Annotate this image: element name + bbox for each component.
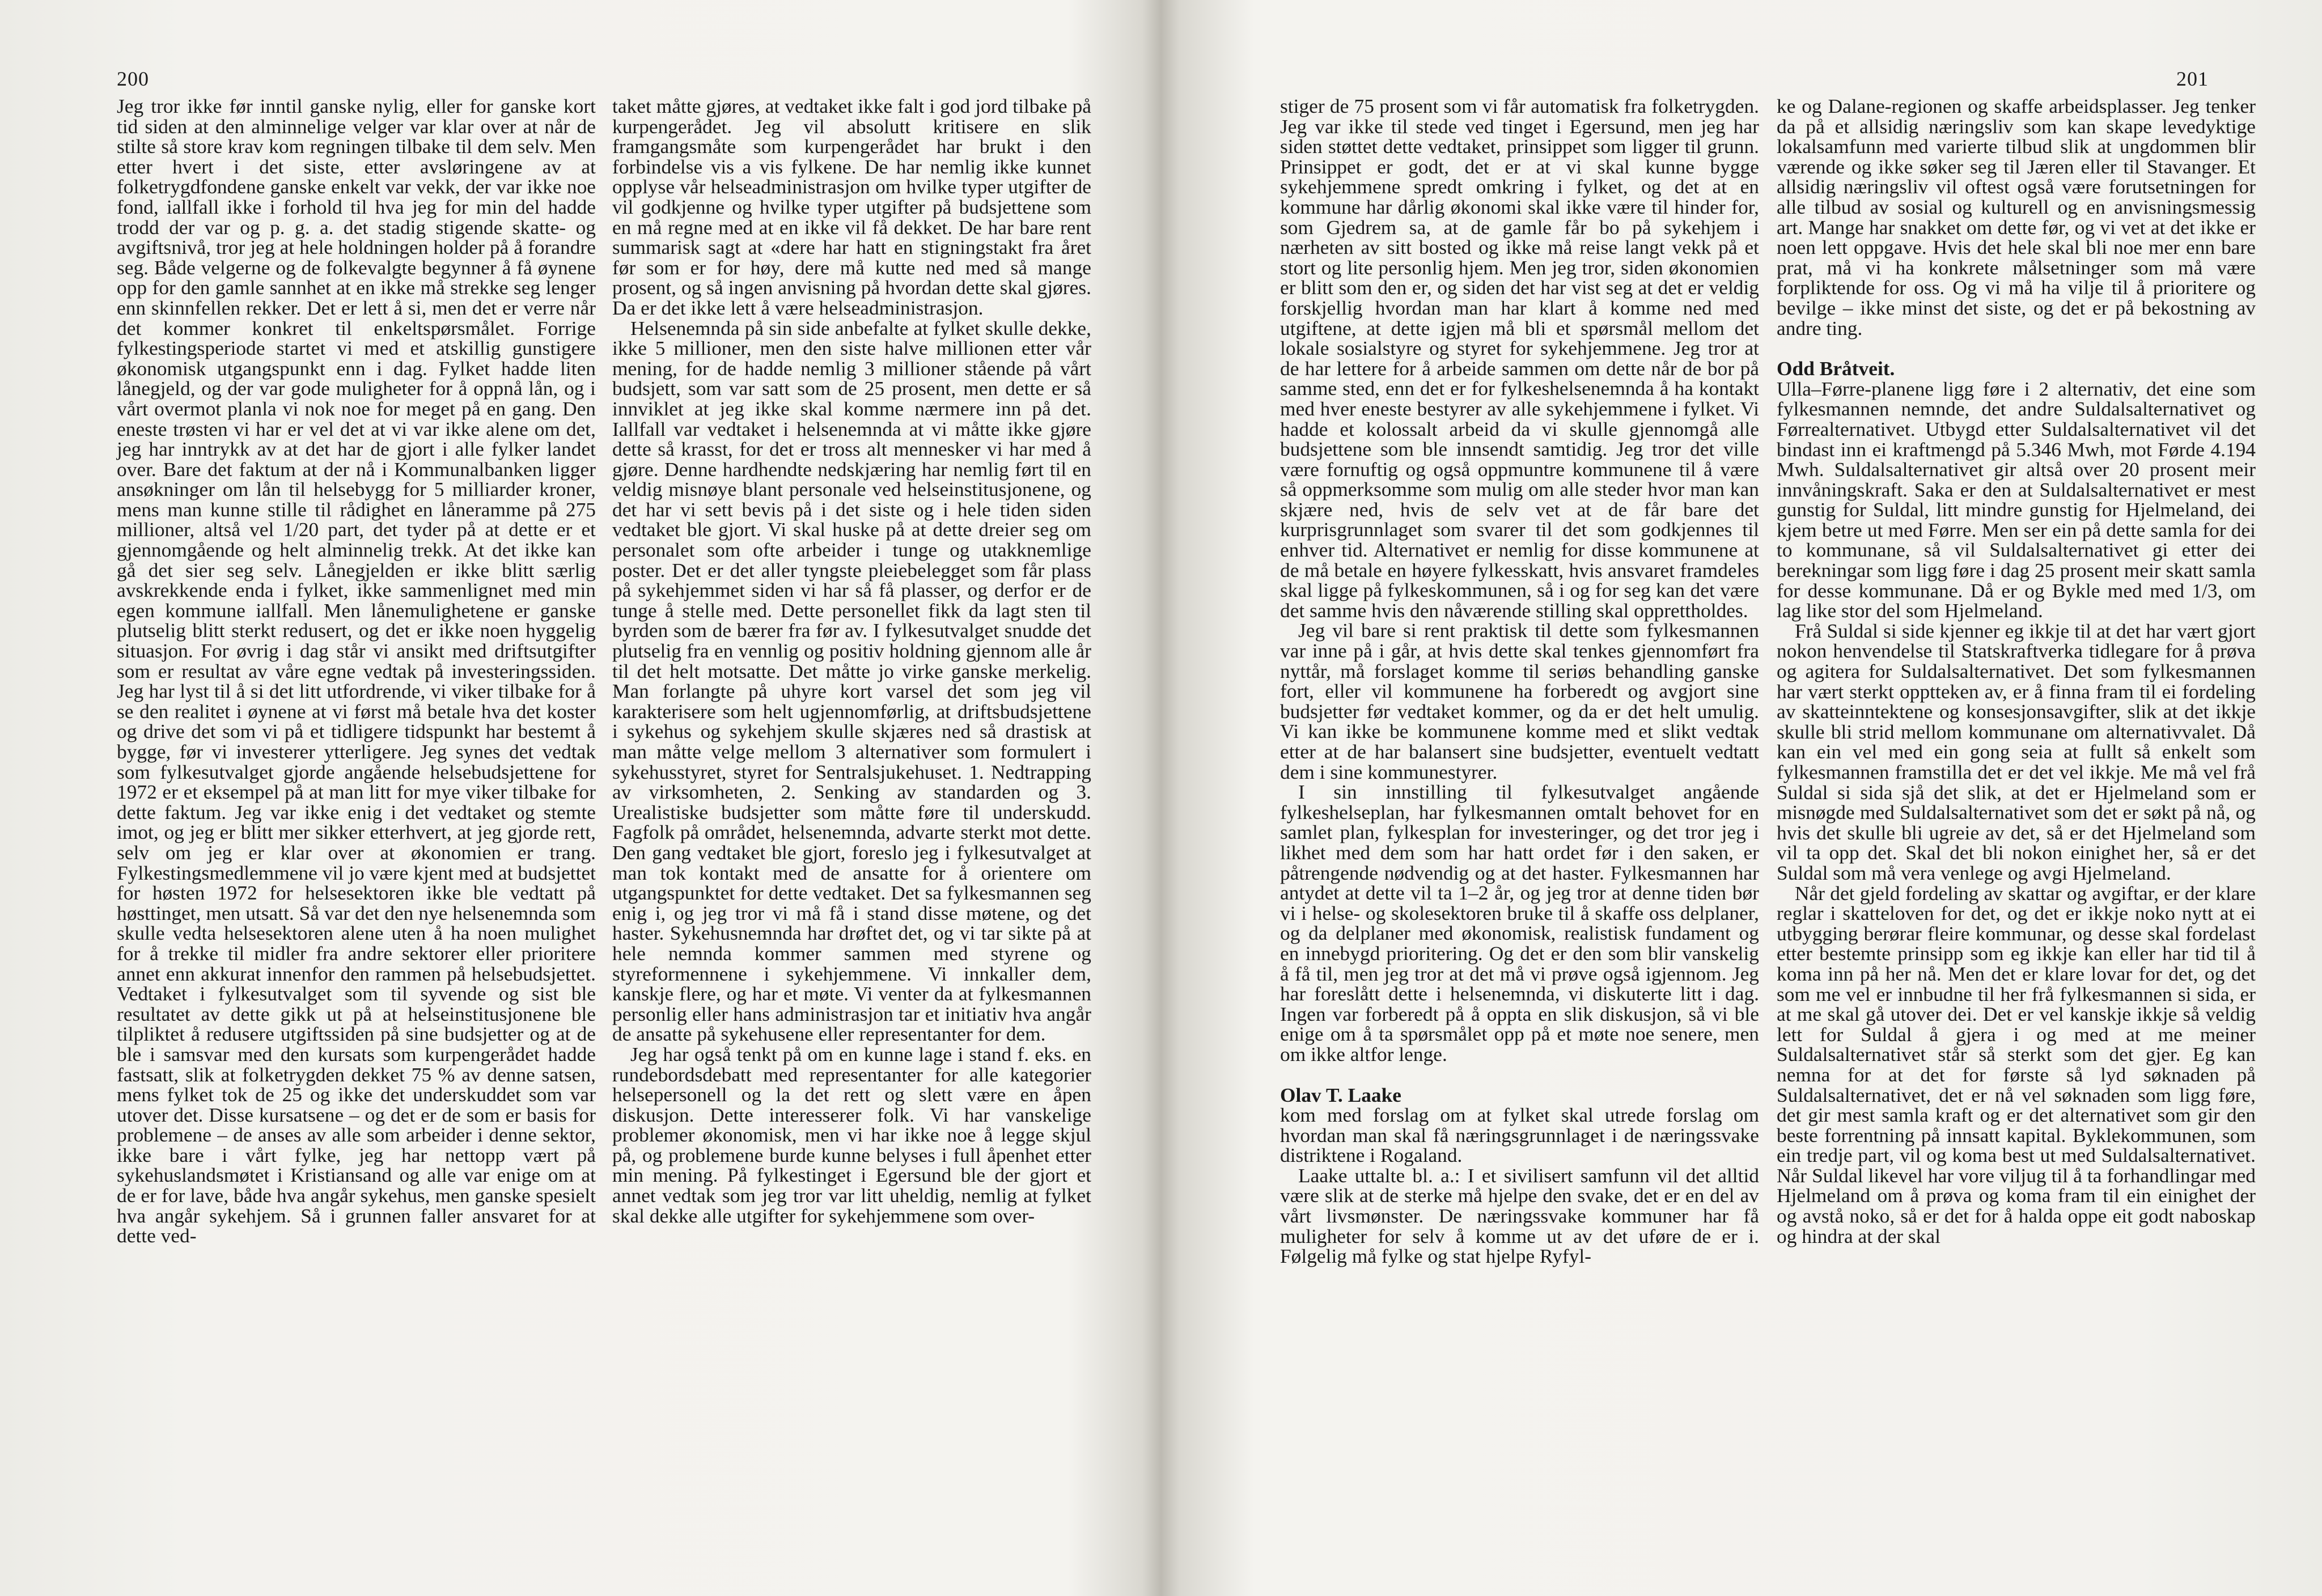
paragraph: Jeg har også tenkt på om en kunne lage i stand f. eks. en rundebordsdebatt med representanter for alle kategorier helsepersonell og la det rett og slett være en åpen diskusjon. Dette interesserer folk. Vi har vanskelige problemer økonomisk, men vi har ikke noe å legge skjul på, og problemene burde kunne belyses i full åpenhet etter min mening. På fylkestinget i Egersund ble der gjort et annet vedtak som jeg tror var litt uheldig, nemlig at fylket skal dekke alle utgifter for sykehjemmene som over- <box>612 1042 1091 1227</box>
text-column <box>612 96 1091 1226</box>
paragraph: Helsenemnda på sin side anbefalte at fylket skulle dekke, ikke 5 millioner, men den siste halve millionen etter vår mening, for de hadde nemlig 3 millioner stående på vårt budsjett, som var satt som de 25 prosent, men dette er så innviklet at jeg ikke skal komme nærmere inn på det. Iallfall var vedtaket i helsenemnda at vi måtte ikke gjøre dette så krasst, for det er tross alt mennesker vi har med å gjøre. Denne hardhendte nedskjæring har nemlig ført til en veldig misnøye blant personale ved helseinstitusjonene, og det har vi sett bevis på i det siste og i hele tiden siden vedtaket ble gjort. Vi skal huske på at dette dreier seg om personalet som ofte arbeider i tunge og utakknemlige poster. Det er det aller tyngste pleiebelegget som får plass på sykehjemmet siden vi har så få plasser, og derfor er de tunge å stelle med. Dette personellet fikk da lagt sten til byrden som de bærer fra før av. I fylkesutvalget snudde det plutselig fra en vennlig og positiv holdning gjennom alle år til det helt motsatte. Det måtte jo virke ganske merkelig. Man forlangte på uhyre kort varsel det som jeg vil karakterisere som helt ugjennomførlig, at driftsbudsjettene i sykehus og sykehjem skulle skjæres ned så drastisk at man måtte velge mellom 3 alternativer som formulert i sykehusstyret, styret for Sentralsjukehuset. 1. Nedtrapping av virksomheten, 2. Senking av standarden og 3. Urealistiske budsjetter som måtte føre til underskudd. Fagfolk på området, helsenemnda, advarte sterkt mot dette. Den gang vedtaket ble gjort, foreslo jeg i fylkesutvalget at man tok kontakt med de ansatte for å orientere om utgangspunktet for dette vedtaket. Det sa fylkesmannen seg enig i, og jeg tror vi må få i stand disse møtene, og det haster. Sykehusnemnda har drøftet det, og vi tar sikte på at hele nemnda kommer sammen med styrene og styreformennene i sykehjemmene. Vi innkaller dem, kanskje flere, og har et møte. Vi venter da at fylkesmannen personlig eller hans administrasjon tar et initiativ hva angår de ansatte på sykehusene eller representanter for dem. <box>612 316 1091 1046</box>
paragraph: Når det gjeld fordeling av skattar og avgiftar, er der klare reglar i skatteloven for det, og det er ikkje noko nytt at ei utbygging berørar fleire kommunar, og desse skal fordelast etter bestemte prinsipp som eg ikkje kan eller har tid til å koma inn på her nå. Men det er klare lovar for det, og det som me vel er innbudne til her frå fylkesmannen si sida, er at me skal gå utover dei. Det er vel kanskje ikkje så veldig lett for Suldal å gjera i og med at me meiner Suldalsalternativet står så sterkt som det gjer. Eg kan nemna for at det for første så lyd søknaden på Suldalsalternativet, det er nå vel søknaden som ligg føre, det gir mest samla kraft og er det alternativet som gir den beste forrentning på innsatt kapital. Byklekommunen, som ein tredje part, vil og koma best ut med Suldalsalternativet. Når Suldal likevel har vore viljug til å ta forhandlingar med Hjelmeland om å prøva og koma fram til ein einighet der og avstå noko, så er det for å halda oppe eit godt naboskap og hindra at der skal <box>1777 881 2256 1247</box>
page-number: 200 <box>117 67 149 90</box>
paragraph: Laake uttalte bl. a.: I et sivilisert samfunn vil det alltid være slik at de sterke må hjelpe den svake, det er en del av vårt livsmønster. De næringssvake kommuner har få muligheter for selv å komme ut av det uføre de er i. Følgelig må fylke og stat hjelpe Ryfyl- <box>1280 1164 1759 1268</box>
paragraph: kom med forslag om at fylket skal utrede forslag om hvordan man skal få næringsgrunnlaget i de næringssvake distriktene i Rogaland. <box>1280 1103 1759 1167</box>
paragraph: stiger de 75 prosent som vi får automatisk fra folketrygden. Jeg var ikke til stede ved tinget i Egersund, men jeg har siden støttet dette vedtaket, prinsippet som ligger til grunn. Prinsippet er godt, det er at vi skal kunne bygge sykehjemmene spredt omkring i fylket, og det at en kommune har dårlig økonomi skal ikke være til hinder for, som Gjedrem sa, at de gamle får bo på sykehjem i nærheten av sitt bosted og ikke må reise langt vekk på et stort og lite personlig hjem. Men jeg tror, siden økonomien er blitt som den er, og siden det har vist seg at det er veldig forskjellig hvordan man har klart å komme ned med utgiftene, at dette igjen må bli et spørsmål mellom det lokale sosialstyre og styret for sykehjemmene. Jeg tror at de har lettere for å arbeide sammen om dette når de bor på samme sted, enn det er for fylkeshelsenemnda å ha kontakt med hver eneste bestyrer av alle sykehjemmene i fylket. Vi hadde et kolossalt arbeid da vi skulle gjennomgå alle budsjettene som ble innsendt samtidig. Jeg tror det ville være fornuftig og også oppmuntre kommunene til å være så oppmerksomme som mulig om alle steder hvor man kan skjære ned, hvis de selv vet at de får bare det kurprisgrunnlaget som svarer til det som godkjennes til enhver tid. Alternativet er nemlig for disse kommunene at de må betale en høyere fylkesskatt, hvis ansvaret framdeles skal ligge på fylkeskommunen, så i og for seg kan det være det samme hvis den nåværende stilling skal opprettholdes. <box>1280 95 1759 622</box>
paragraph: Frå Suldal si side kjenner eg ikkje til at det har vært gjort nokon henvendelse til Statskraftverka tidlegare for å prøva og agitera for Suldalsalternativet. Det som fylkesmannen har vært sterkt opptteken av, er å finna fram til ei fordeling av skatteinntektene og konsesjonsavgifter, slik at det ikkje skulle bli strid mellom kommunane om alternativvalet. Då kan ein vel med ein gong seia at fullt så enkelt som fylkesmannen framstilla det er det vel ikkje. Me må vel frå Suldal si sida sjå det slik, at det er Hjelmeland som er misnøgde med Suldalsalternativet som det er søkt på nå, og hvis det skulle bli ugreie av det, så er det Hjelmeland som vil ta opp det. Skal det bli nokon einighet her, så er det Suldal som må vera venlege og avgi Hjelmeland. <box>1777 619 2256 884</box>
text-column <box>1777 96 2256 1246</box>
paragraph: I sin innstilling til fylkesutvalget angående fylkeshelseplan, har fylkesmannen omtalt behovet for en samlet plan, fylkesplan for investeringer, og det tror jeg i likhet med dem som har hatt ordet før i den saken, er påtrengende nødvendig og at det haster. Fylkesmannen har antydet at dette vil ta 1–2 år, og jeg tror at denne tiden bør vi i helse- og skolesektoren bruke til å skaffe oss delplaner, og da delplaner med økonomisk, realistisk fundament og en innebygd prioritering. Og det er den som blir vanskelig å få til, men jeg tror at det må vi prøve også igjennom. Jeg har foreslått dette i helsenemnda, vi diskuterte litt i dag. Ingen var forberedt på å oppta en slik diskusjon, så vi ble enige om å ta spørsmålet opp på et møte noe senere, men om ikke altfor lenge. <box>1280 780 1759 1066</box>
paragraph: Jeg tror ikke før inntil ganske nylig, eller for ganske kort tid siden at den alminnelige velger var klar over at når de stilte så store krav kom regningen tilbake til dem selv. Men etter hvert i det siste, etter avsløringene av at folketrygdfondene ganske enkelt var vekk, der var ikke noe fond, iallfall ikke i forhold til hva jeg for min del hadde trodd der var og p. g. a. det stadig stigende skatte- og avgiftsnivå, tror jeg at hele holdningen holder på å forandre seg. Både velgerne og de folkevalgte begynner å få øynene opp for den gamle sannhet at en ikke må strekke seg lenger enn skinnfellen rekker. Det er lett å si, men det er verre når det kommer konkret til enkeltspørsmålet. Forrige fylkestingsperiode startet vi med et atskillig gunstigere økonomisk utgangspunkt enn i dag. Fylket hadde liten lånegjeld, og der var gode muligheter for å oppnå lån, og i vårt overmot planla vi nok noe for meget på en gang. Den eneste trøsten vi har er vel det at vi var ikke alene om det, jeg har inntrykk av at det har de gjort i alle fylker landet over. Bare det faktum at der nå i Kommunalbanken ligger ansøkninger om lån til helsebygg for 5 milliarder kroner, mens man kunne stille til rådighet en låneramme på 275 millioner, altså vel 1/20 part, det tyder på at dette er et gjennomgående og helt alminnelig trekk. At det ikke kan gå det sier seg selv. Lånegjelden er ikke blitt særlig avskrekkende enda i fylket, ikke sammenlignet med min egen kommune iallfall. Men lånemulighetene er ganske plutselig blitt sterkt redusert, og det er ikke noen hyggelig situasjon. For øvrig i dag står vi ansikt med driftsutgifter som er resultat av våre egne vedtak på investeringssiden. Jeg har lyst til å si det litt utfordrende, vi viker tilbake for å se den realitet i øynene at vi først må betale hva det koster og drive det som vi på et tidligere tidspunkt har bestemt å bygge, før vi investerer ytterligere. Jeg synes det vedtak som fylkesutvalget gjorde angående helsebudsjettene for 1972 er et eksempel på at man litt for mye viker tilbake for dette faktum. Jeg var ikke enig i det vedtaket og stemte imot, og jeg er blitt mer sikker etterhvert, at jeg gjorde rett, selv om jeg er klar over at økonomien er trang. Fylkestingsmedlemmene vil jo være kjent med at budsjettet for høsten 1972 for helsesektoren ikke ble vedtatt på høsttinget, men utsatt. Så var det den nye helsenemnda som skulle vedta helsesektoren alene uten å ha noen mulighet for å trekke til midler fra andre sektorer eller prioritere annet enn akkurat innenfor den rammen på helsebudsjettet. Vedtaket i fylkesutvalget som til syvende og sist ble resultatet av dette gikk ut på at helseinstitusjonene ble tilpliktet å redusere utgiftssiden på sine budsjetter og at de ble i samsvar med den kursats som kurpengerådet hadde fastsatt, slik at folketrygden dekket 75 % av denne satsen, mens fylket tok de 25 og ikke det underskuddet som var utover det. Disse kursatsene – og det er de som er basis for problemene – de anses av alle som arbeider i denne sektor, ikke bare i vårt fylke, jeg har nettopp vært på sykehuslandsmøtet i Kristiansand og alle var enige om at de er for lave, både hva angår sykehus, men ganske spesielt hva angår sykehjem. Så i grunnen faller ansvaret for at dette ved- <box>117 95 596 1247</box>
right-page <box>1161 0 2322 1596</box>
text-column <box>1280 96 1759 1267</box>
speaker-name: Olav T. Laake <box>1280 1083 1402 1106</box>
text-column <box>117 96 596 1246</box>
paragraph: ke og Dalane-regionen og skaffe arbeidsplasser. Jeg tenker da på et allsidig næringsliv som kan skape levedyktige lokalsamfunn med varierte tilbud slik at ungdommen blir værende og ikke søker seg til Jæren eller til Stavanger. Et allsidig næringsliv vil oftest også være forutsetningen for alle tilbud av sosial og kulturell og en anvisningsmessig art. Mange har snakket om dette før, og vi vet at det ikke er noen lett oppgave. Hvis det hele skal bli noe mer enn bare prat, må vi ha konkrete målsetninger som må være forpliktende for oss. Og vi må ha vilje til å prioritere og bevilge – ikke minst det siste, og det er på bekostning av andre ting. <box>1777 95 2256 339</box>
page-number: 201 <box>2176 67 2209 90</box>
paragraph: Jeg vil bare si rent praktisk til dette som fylkesmannen var inne på i går, at hvis dette skal tenkes gjennomført fra nyttår, må forslaget komme til seriøs behandling ganske fort, eller vil kommunene ha forberedt og avgjort sine budsjetter før vedtaket kommer, og da er det helt umulig. Vi kan ikke be kommunene komme med et slikt vedtak etter at de har balansert sine budsjetter, eventuelt vedtatt dem i sine kommunestyrer. <box>1280 619 1759 783</box>
paragraph: taket måtte gjøres, at vedtaket ikke falt i god jord tilbake på kurpengerådet. Jeg vil absolutt kritisere en slik framgangsmåte som kurpengerådet har brukt i den forbindelse vis a vis fylkene. De har nemlig ikke kunnet opplyse vår helseadministrasjon om hvilke typer utgifter de vil godkjenne og hvilke typer utgifter på budsjettene som en må regne med at en ikke vil få dekket. De har bare rent summarisk sagt at «dere har hatt en stigningstakt fra året før som er for høy, dere må kutte ned med så mange prosent, og så ingen anvisning på hvordan dette skal gjøres. Da er det ikke lett å være helseadministrasjon. <box>612 95 1091 319</box>
speaker-name: Odd Bråtveit. <box>1777 357 1895 380</box>
paragraph: Ulla–Førre-planene ligg føre i 2 alternativ, det eine som fylkesmannen nemnde, det andre Suldalsalternativet og Førrealternativet. Utbygd etter Suldalsalternativet vil det bindast inn ei kraftmengd på 5.346 Mwh, mot Førde 4.194 Mwh. Suldalsalternativet gir altså over 20 prosent meir innvåningskraft. Saka er den at Suldalsalternativet er mest gunstig for Suldal, litt mindre gunstig for Hjelmeland, dei kjem betre ut med Førre. Men ser ein på dette samla for dei to kommunane, så vil Suldalsalternativet gi etter dei berekningar som ligg føre i dag 25 prosent meir skatt samla for desse kommunane. Då er og Bykle med med 1/3, om lag like stor del som Hjelmeland. <box>1777 377 2256 622</box>
